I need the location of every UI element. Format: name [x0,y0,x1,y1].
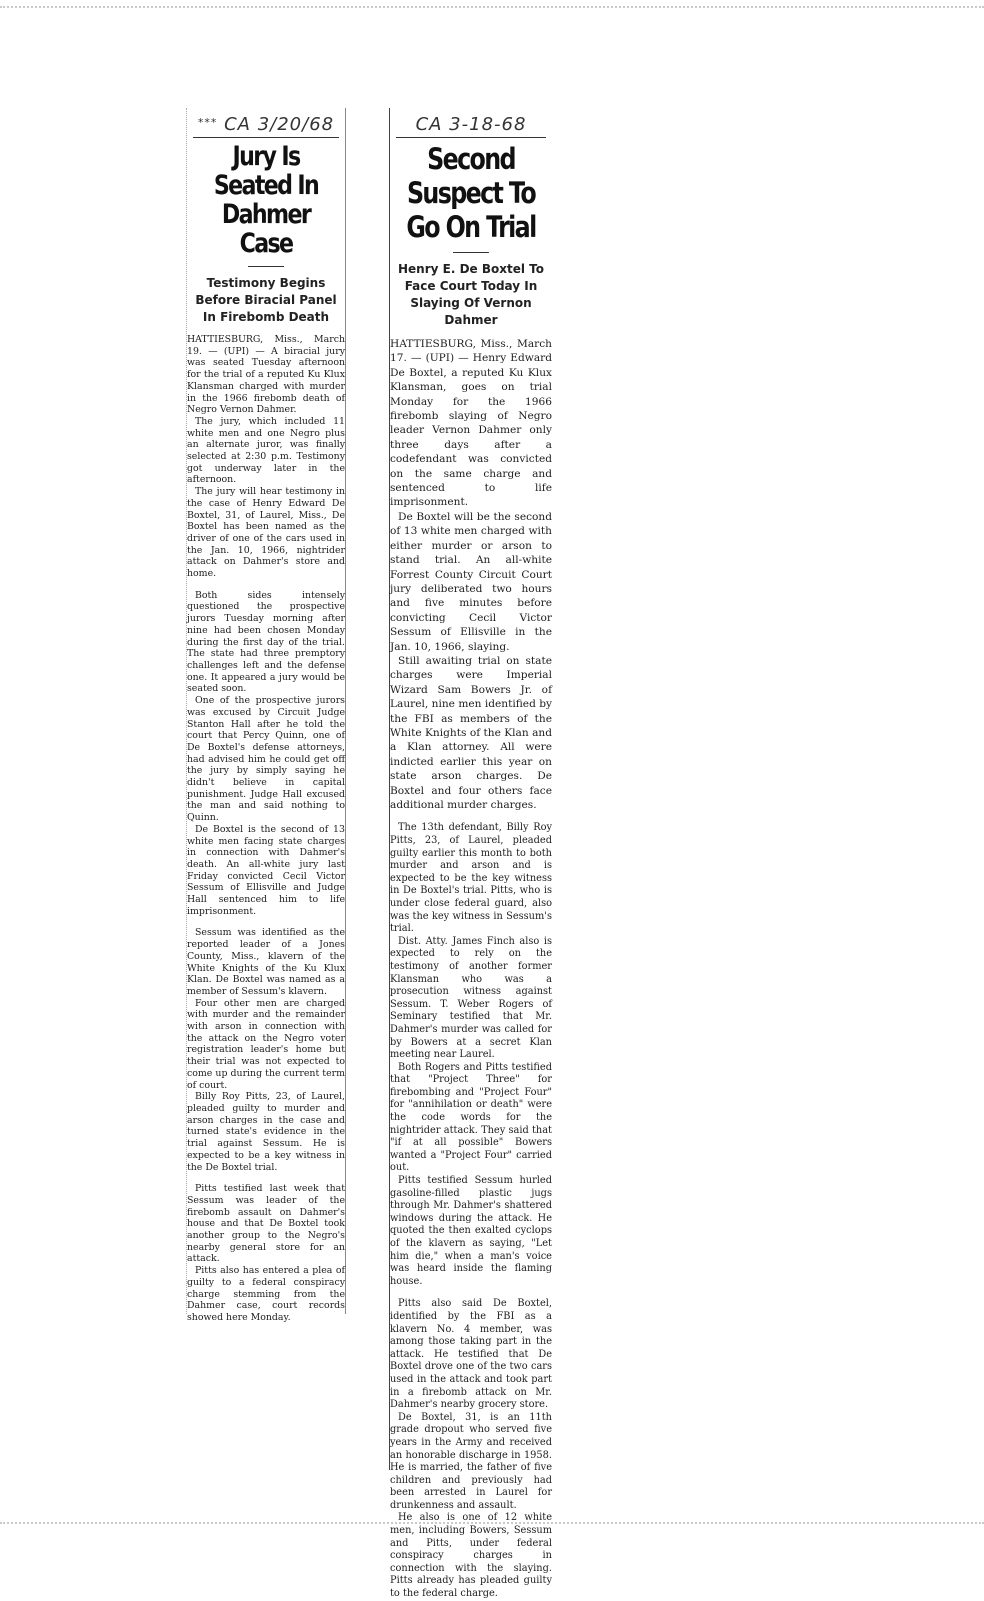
right-paragraph: Pitts also said De Boxtel, identified by the FBI as a klavern No. 4 member, was among those taking part in the attack. He testified that De Boxtel drove one of the two cars used in the attack and took part in a firebomb attack on Mr. Dahmer's nearby grocery store. [390,1298,552,1411]
left-top-rule [193,137,339,138]
scan-top-border [0,6,984,8]
left-date-note: CA 3/20/68 [224,114,335,135]
right-paragraph: HATTIESBURG, Miss., March 17. — (UPI) — Henry Edward De Boxtel, a reputed Ku Klux Klansman, goes on trial Monday for the 1966 firebomb slaying of Negro leader Vernon Dahmer only three days after a codefendant was convicted on the same charge and sentenced to life imprisonment. [390,338,552,509]
right-deck: Henry E. De Boxtel To Face Court Today In Slaying Of Vernon Dahmer [398,262,544,327]
left-paragraph: Pitts testified last week that Sessum was leader of the firebomb assault on Dahmer's house and that De Boxtel took another group to the Negro's nearby general store for an attack. [187,1183,345,1265]
right-story-body [390,337,552,1601]
right-headline-divider [453,252,489,253]
right-paragraph: He also is one of 12 white men, including Bowers, Sessum and Pitts, under federal conspiracy charges in connection with the slaying. Pitts already has pleaded guilty to the federal charge. [390,1512,552,1600]
right-paragraph: Still awaiting trial on state charges were Imperial Wizard Sam Bowers Jr. of Laurel, nine men identified by the FBI as members of the White Knights of the Klan and a Klan attorney. All were indicted earlier this year on state arson charges. De Boxtel and four others face additional murder charges. [390,654,552,811]
scan-bottom-border [0,1522,984,1524]
left-headline: Jury Is Seated In Dahmer Case [213,141,319,259]
left-date-annotation [187,114,345,135]
left-paragraph: Four other men are charged with murder and the remainder with arson in connection with the attack on the Negro voter registration leader's home but their trial was not expected to come up during the current term of court. [187,997,345,1091]
right-headline: Second Suspect To Go On Trial [406,142,536,244]
left-paragraph: Billy Roy Pitts, 23, of Laurel, pleaded guilty to murder and arson charges in the case and turned state's evidence in the trial against Sessum. He is expected to be a key witness in the De Boxtel trial. [187,1091,345,1173]
left-headline-divider [248,266,284,267]
right-paragraph: The 13th defendant, Billy Roy Pitts, 23, of Laurel, pleaded guilty earlier this month to both murder and arson and is expected to be the key witness in De Boxtel's trial. Pitts, who is under close federal guard, also was the key witness in Sessum's trial. [390,822,552,935]
right-paragraph: De Boxtel, 31, is an 11th grade dropout who served five years in the Army and received an honorable discharge in 1958. He is married, the father of five children and previously had been arrested in Laurel for drunkenness and assault. [390,1411,552,1511]
left-story-body [187,334,345,1324]
left-clipping [186,108,346,1323]
left-stars: *** [197,116,218,129]
left-paragraph: Sessum was identified as the reported leader of a Jones County, Miss., klavern of the White Knights of the Ku Klux Klan. De Boxtel was named as a member of Sessum's klavern. [187,927,345,997]
left-paragraph: Both sides intensely questioned the prospective jurors Tuesday morning after nine had been chosen Monday during the first day of the trial. The state had three premptory challenges left and the defense one. It appeared a jury would be seated soon. [187,589,345,695]
right-paragraph: De Boxtel will be the second of 13 white men charged with either murder or arson to stand trial. An all-white Forrest County Circuit Court jury deliberated two hours and five minutes before convicting Cecil Victor Sessum of Ellisville in the Jan. 10, 1966, slaying. [390,510,552,653]
right-paragraph: Pitts testified Sessum hurled gasoline-filled plastic jugs through Mr. Dahmer's shattered windows during the attack. He quoted the then exalted cyclops of the klavern as saying, "Let him die," when a man's voice was heard inside the flaming house. [390,1175,552,1287]
left-paragraph: De Boxtel is the second of 13 white men facing state charges in connection with Dahmer's death. An all-white jury last Friday convicted Cecil Victor Sessum of Ellisville and Judge Hall sentenced him to life imprisonment. [187,823,345,917]
left-paragraph: One of the prospective jurors was excused by Circuit Judge Stanton Hall after he told the court that Percy Quinn, one of De Boxtel's defense attorneys, had advised him he could get off the jury by simply saying he didn't believe in capital punishment. Judge Hall excused the man and said nothing to Quinn. [187,695,345,824]
left-paragraph: The jury will hear testimony in the case of Henry Edward De Boxtel, 31, of Laurel, Miss., De Boxtel has been named as the driver of one of the cars used in the Jan. 10, 1966, nightrider attack on Dahmer's store and home. [187,486,345,580]
left-paragraph: HATTIESBURG, Miss., March 19. — (UPI) — A biracial jury was seated Tuesday afternoon for the trial of a reputed Ku Klux Klansman charged with murder in the 1966 firebomb death of Negro Vernon Dahmer. [187,334,345,416]
right-top-rule [396,137,546,138]
right-date-note: CA 3-18-68 [415,114,527,135]
right-paragraph: Both Rogers and Pitts testified that "Project Three" for firebombing and "Project Four" for "annihilation or death" were the code words for the nightrider attack. They said that "if at all possible" Bowers wanted a "Project Four" carried out. [390,1061,552,1174]
left-paragraph: The jury, which included 11 white men and one Negro plus an alternate juror, was finally selected at 2:30 p.m. Testimony got underway later in the afternoon. [187,415,345,486]
left-paragraph: Pitts also has entered a plea of guilty to a federal conspiracy charge stemming from the Dahmer case, court records showed here Monday. [187,1265,345,1323]
right-paragraph: Dist. Atty. James Finch also is expected to rely on the testimony of another former Klansman who was a prosecution witness against Sessum. T. Weber Rogers of Seminary testified that Mr. Dahmer's murder was called for by Bowers at a secret Klan meeting near Laurel. [390,935,552,1061]
left-deck: Testimony Begins Before Biracial Panel In Firebomb Death [195,276,337,324]
right-clipping [389,108,552,1600]
